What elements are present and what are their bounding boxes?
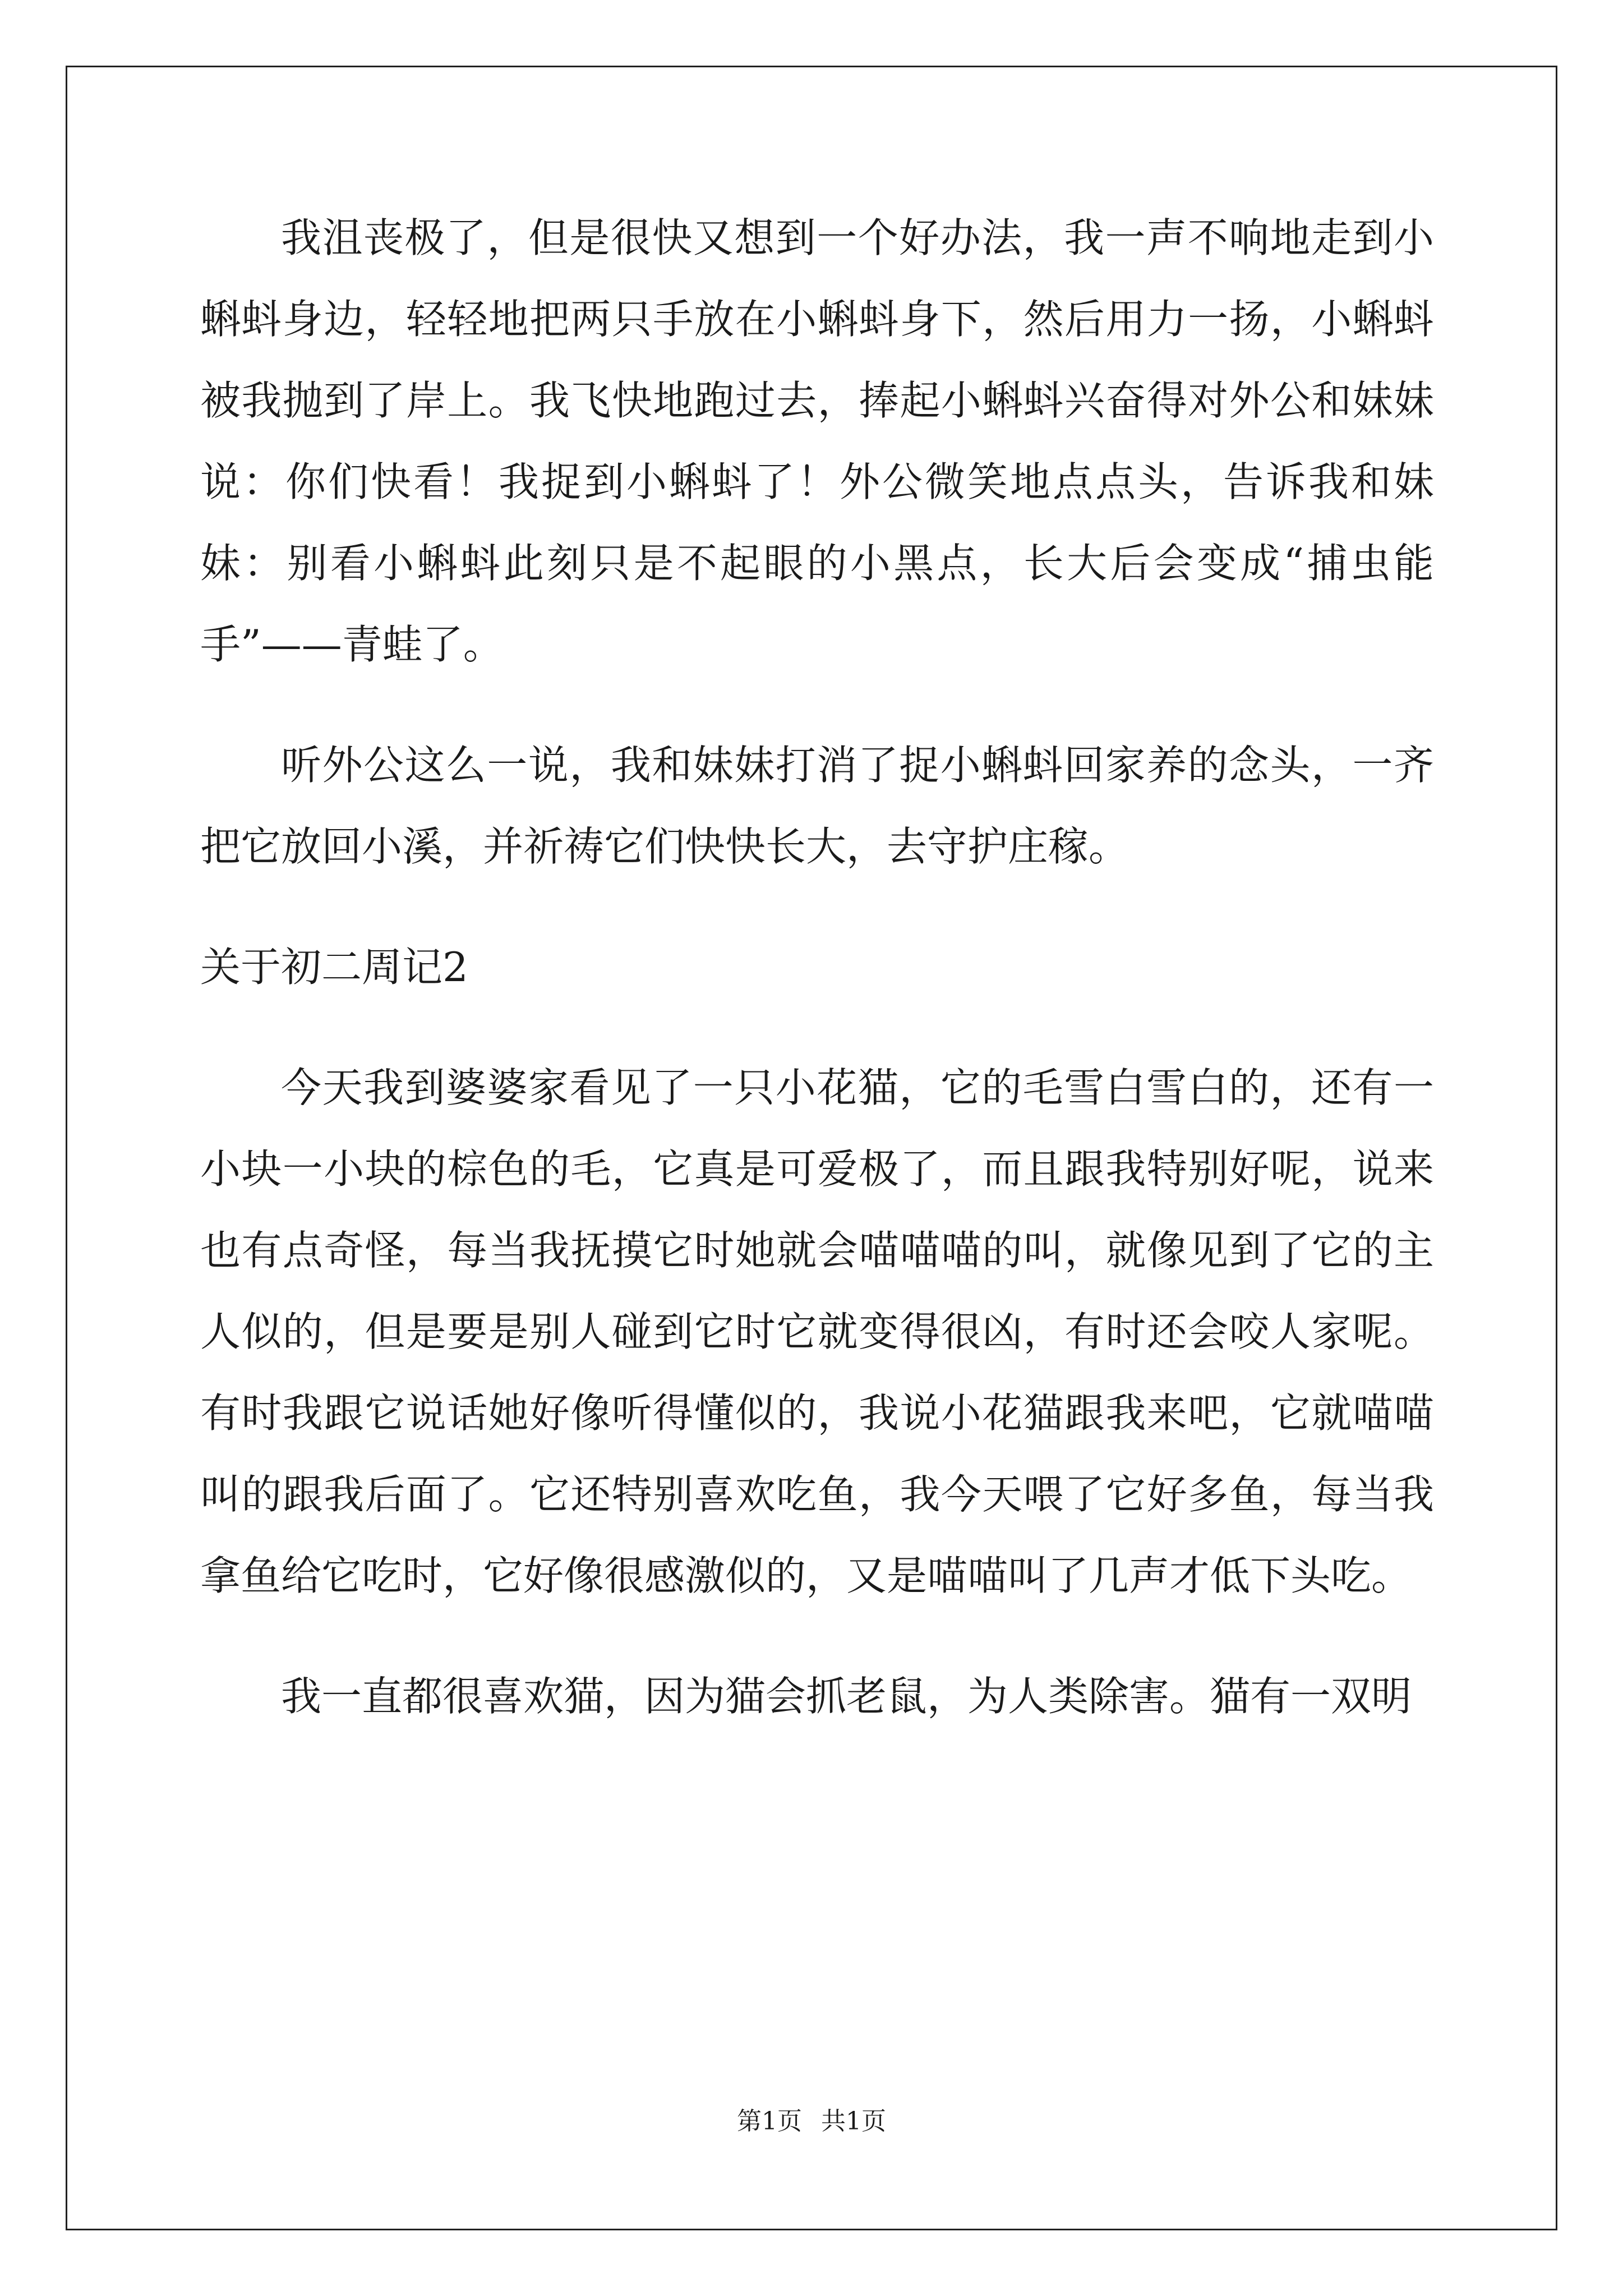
section-heading: 关于初二周记2 (200, 944, 468, 991)
page-footer (0, 2105, 1623, 2138)
paragraph: 听外公这么一说，我和妹妹打消了捉小蝌蚪回家养的念头，一齐把它放回小溪，并祈祷它们快快长大，去守护庄稼。 (200, 742, 1434, 870)
document-body (200, 197, 1434, 1777)
page-number-total: 共1页 (821, 2107, 886, 2136)
paragraph: 我沮丧极了，但是很快又想到一个好办法，我一声不响地走到小蝌蚪身边，轻轻地把两只手放在小蝌蚪身下，然后用力一扬，小蝌蚪被我抛到了岸上。我飞快地跑过去，捧起小蝌蚪兴奋得对外公和妹妹说：你们快看！我捉到小蝌蚪了！外公微笑地点点头，告诉我和妹妹：别看小蝌蚪此刻只是不起眼的小黑点，长大后会变成“捕虫能手”——青蛙了。 (200, 214, 1434, 668)
paragraph: 今天我到婆婆家看见了一只小花猫，它的毛雪白雪白的，还有一小块一小块的棕色的毛，它真是可爱极了，而且跟我特别好呢，说来也有点奇怪，每当我抚摸它时她就会喵喵喵的叫，就像见到了它的主人似的，但是要是别人碰到它时它就变得很凶，有时还会咬人家呢。有时我跟它说话她好像听得懂似的，我说小花猫跟我来吧，它就喵喵叫的跟我后面了。它还特别喜欢吃鱼，我今天喂了它好多鱼，每当我拿鱼给它吃时，它好像很感激似的，又是喵喵叫了几声才低下头吃。 (200, 1064, 1434, 1599)
page-number-current: 第1页 (737, 2107, 802, 2136)
paragraph: 我一直都很喜欢猫，因为猫会抓老鼠，为人类除害。猫有一双明 (281, 1673, 1412, 1720)
